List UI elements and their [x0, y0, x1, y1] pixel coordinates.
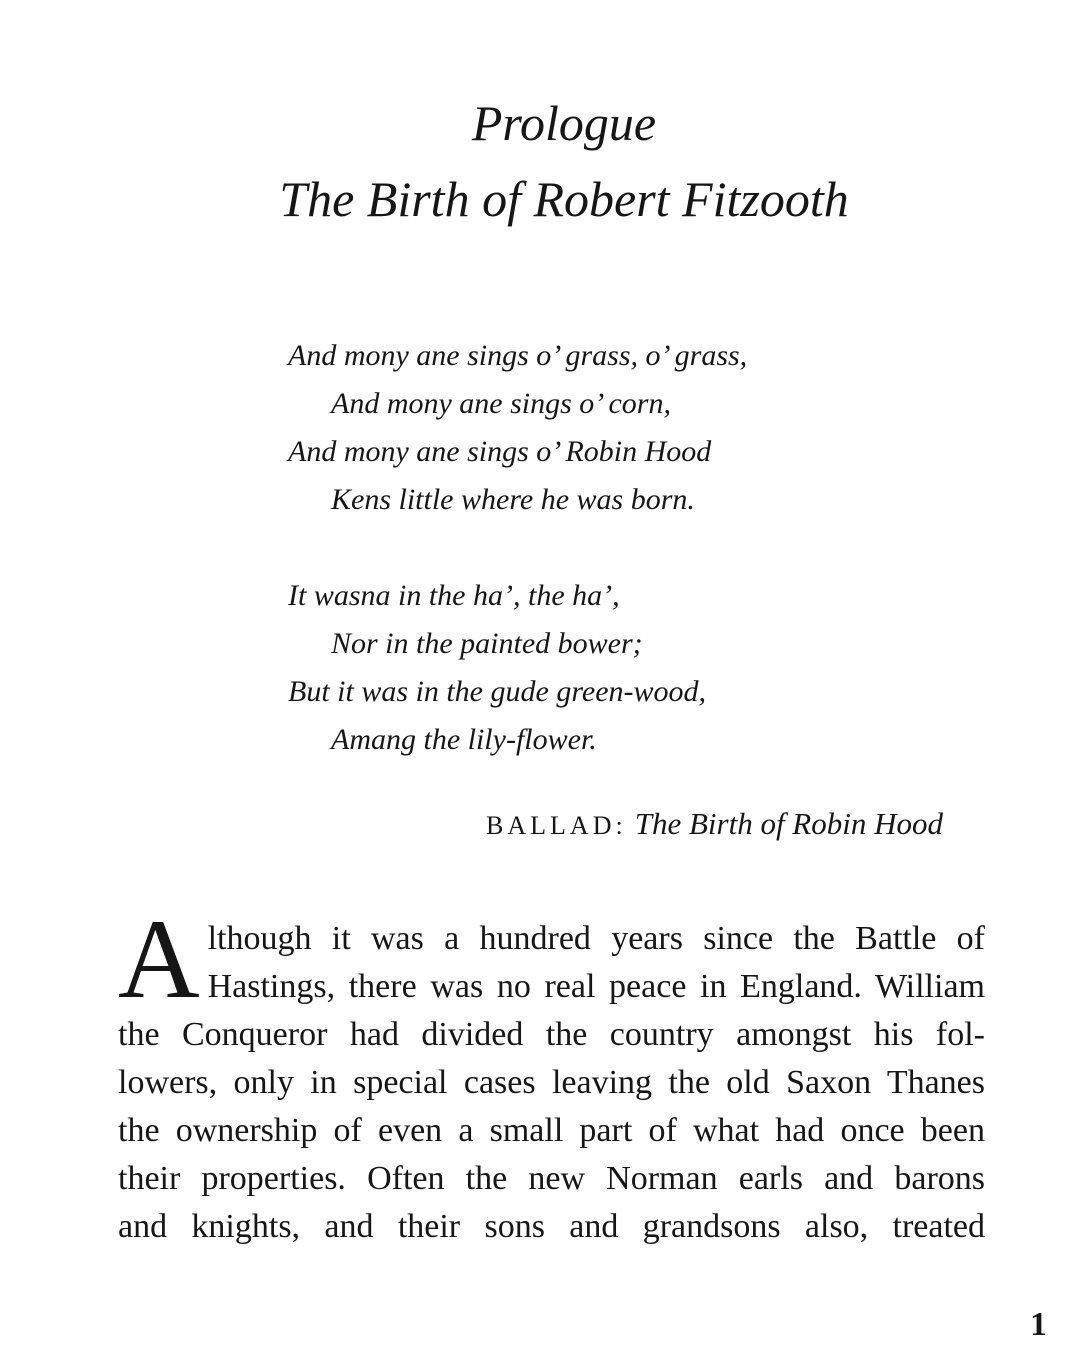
body-paragraph — [118, 897, 985, 1251]
ballad-attribution — [486, 800, 943, 850]
page-title: Prologue — [471, 95, 657, 151]
poem-line: But it was in the gude green-wood, — [288, 675, 707, 708]
poem-line: Amang the lily-flower. — [331, 723, 597, 756]
body-line: lthough it was a hundred years since the Battle of — [207, 920, 985, 957]
body-line: Hastings, there was no real peace in England. William — [207, 968, 985, 1005]
ballad-quote — [288, 332, 747, 764]
poem-line: And mony ane sings o’ grass, o’ grass, — [288, 339, 748, 372]
page-subtitle: The Birth of Robert Fitzooth — [279, 171, 849, 227]
body-line: the ownership of even a small part of what had once been — [118, 1112, 985, 1149]
page-number: 1 — [1030, 1306, 1047, 1343]
ballad-source-title: The Birth of Robin Hood — [634, 806, 943, 841]
drop-cap: A — [118, 897, 200, 1022]
poem-line: And mony ane sings o’ Robin Hood — [288, 435, 712, 468]
poem-line: It wasna in the ha’, the ha’, — [288, 579, 620, 612]
poem-line: And mony ane sings o’ corn, — [331, 387, 671, 420]
ballad-stanza-1 — [288, 332, 747, 524]
body-line: lowers, only in special cases leaving the old Saxon Thanes — [118, 1064, 985, 1101]
body-line: and knights, and their sons and grandsons also, treated — [118, 1208, 985, 1245]
poem-line: Kens little where he was born. — [331, 483, 695, 516]
ballad-source-label: BALLAD: — [486, 811, 627, 840]
chapter-header — [0, 92, 1080, 230]
body-line: the Conqueror had divided the country amongst his fol- — [118, 1016, 985, 1053]
ballad-stanza-2 — [288, 572, 747, 764]
poem-line: Nor in the painted bower; — [331, 627, 643, 660]
body-line: their properties. Often the new Norman earls and barons — [118, 1160, 985, 1197]
